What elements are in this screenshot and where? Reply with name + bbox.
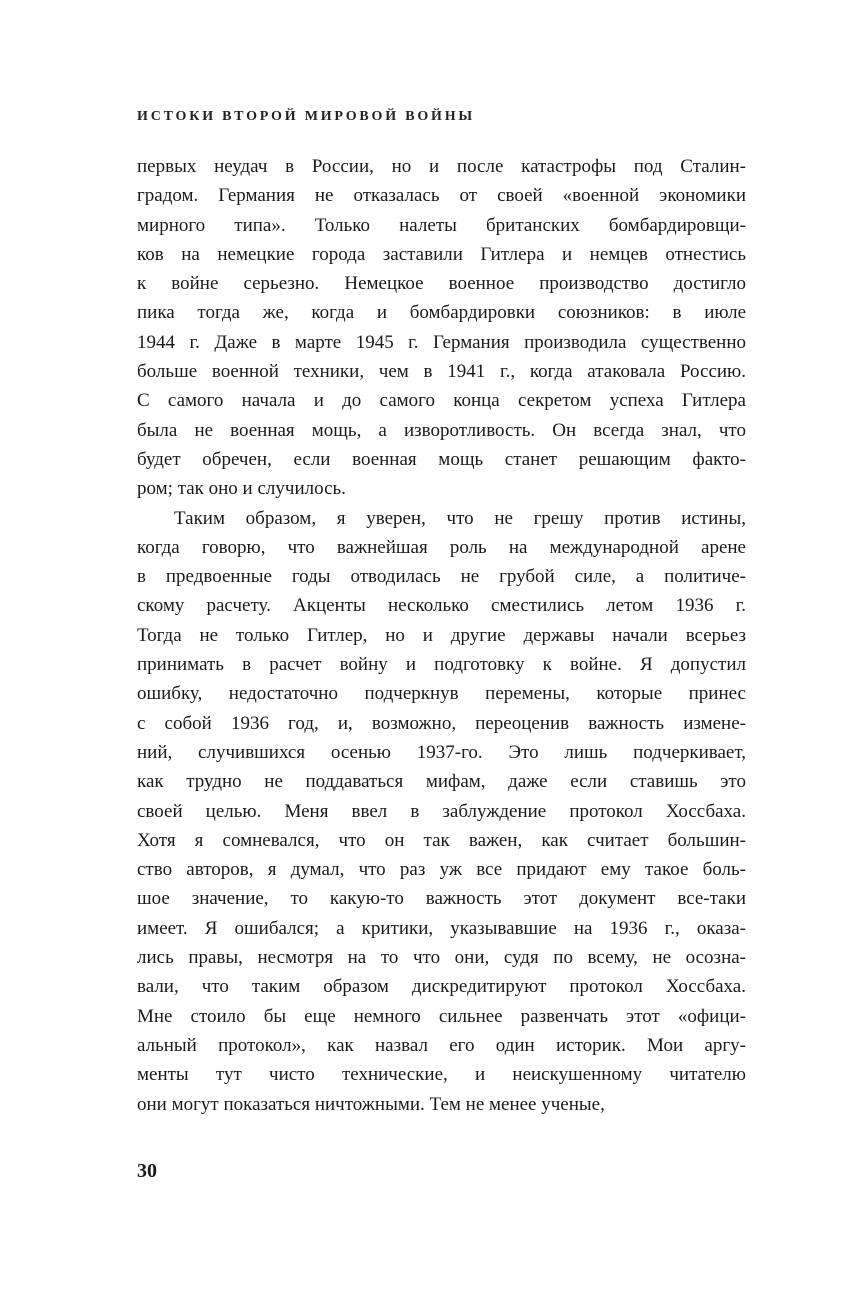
running-header: ИСТОКИ ВТОРОЙ МИРОВОЙ ВОЙНЫ xyxy=(137,109,475,124)
text-line: ство авторов, я думал, что раз уж все придают ему такое боль- xyxy=(137,859,746,881)
body-text xyxy=(137,152,746,1119)
text-line: будет обречен, если военная мощь станет решающим факто- xyxy=(137,448,746,470)
text-line: ром; так оно и случилось. xyxy=(137,478,346,500)
text-line: менты тут чисто технические, и неискушенному читателю xyxy=(137,1064,746,1086)
text-line: своей целью. Меня ввел в заблуждение протокол Хоссбаха. xyxy=(137,800,746,822)
text-line: когда говорю, что важнейшая роль на международной арене xyxy=(137,536,746,558)
text-line: ков на немецкие города заставили Гитлера и немцев отнестись xyxy=(137,243,746,265)
text-line: принимать в расчет войну и подготовку к войне. Я допустил xyxy=(137,654,746,676)
text-line: больше военной техники, чем в 1941 г., когда атаковала Россию. xyxy=(137,361,746,383)
text-line: была не военная мощь, а изворотливость. Он всегда знал, что xyxy=(137,419,746,441)
text-line: Таким образом, я уверен, что не грешу против истины, xyxy=(174,507,746,529)
text-line: они могут показаться ничтожными. Тем не менее ученые, xyxy=(137,1093,605,1115)
text-line: как трудно не поддаваться мифам, даже если ставишь это xyxy=(137,771,746,793)
text-line: ний, случившихся осенью 1937-го. Это лишь подчеркивает, xyxy=(137,741,746,763)
text-line: к войне серьезно. Немецкое военное производство достигло xyxy=(137,273,746,295)
text-line: скому расчету. Акценты несколько сместились летом 1936 г. xyxy=(137,595,746,617)
text-line: Тогда не только Гитлер, но и другие державы начали всерьез xyxy=(137,624,746,646)
text-line: в предвоенные годы отводилась не грубой силе, а политиче- xyxy=(137,566,746,588)
text-line: Хотя я сомневался, что он так важен, как считает большин- xyxy=(137,829,746,851)
text-line: имеет. Я ошибался; а критики, указывавшие на 1936 г., оказа- xyxy=(137,917,746,939)
text-line: ошибку, недостаточно подчеркнув перемены, которые принес xyxy=(137,683,746,705)
text-line: градом. Германия не отказалась от своей «военной экономики xyxy=(137,185,746,207)
page-number: 30 xyxy=(137,1160,157,1182)
text-line: С самого начала и до самого конца секретом успеха Гитлера xyxy=(137,390,746,412)
text-line: 1944 г. Даже в марте 1945 г. Германия производила существенно xyxy=(137,331,746,353)
text-line: лись правы, несмотря на то что они, судя по всему, не осозна- xyxy=(137,947,746,969)
text-line: альный протокол», как назвал его один историк. Мои аргу- xyxy=(137,1034,746,1056)
text-line: мирного типа». Только налеты британских бомбардировщи- xyxy=(137,214,746,236)
text-line: с собой 1936 год, и, возможно, переоценив важность измене- xyxy=(137,712,746,734)
text-line: Мне стоило бы еще немного сильнее развенчать этот «офици- xyxy=(137,1005,746,1027)
text-line: шое значение, то какую-то важность этот документ все-таки xyxy=(137,888,746,910)
text-line: первых неудач в России, но и после катастрофы под Сталин- xyxy=(137,156,746,177)
text-line: вали, что таким образом дискредитируют протокол Хоссбаха. xyxy=(137,976,746,998)
text-line: пика тогда же, когда и бомбардировки союзников: в июле xyxy=(137,302,746,324)
